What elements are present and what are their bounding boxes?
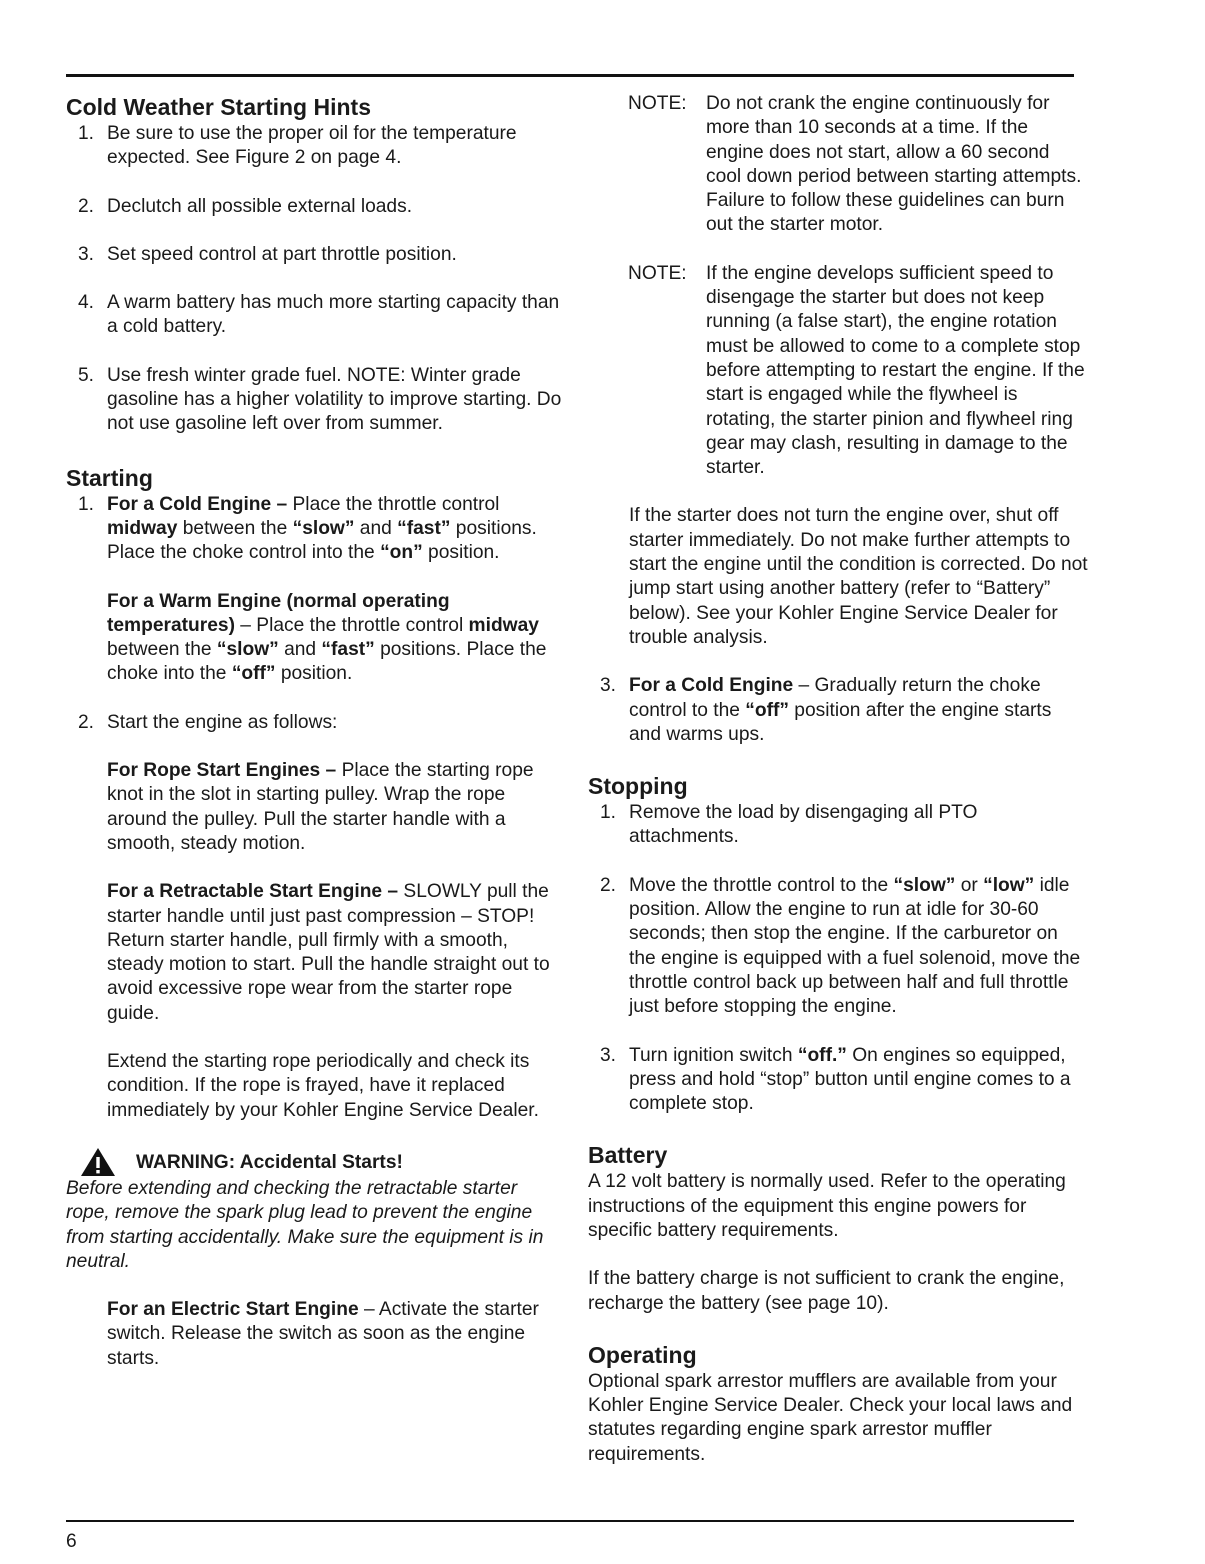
operating-paragraph: Optional spark arrestor mufflers are available from your Kohler Engine Service Dealer. Check your local laws and statutes regarding engine spark arrestor muffler requirements.: [588, 1370, 1073, 1465]
warning-heading: [66, 1147, 566, 1177]
operating-heading: Operating: [588, 1341, 697, 1368]
starting-heading: Starting: [66, 464, 153, 491]
list-item: 4. A warm battery has much more starting capacity than a cold battery.: [78, 292, 560, 338]
bottom-rule: [66, 1520, 1074, 1522]
stopping-step-2: 2. Move the throttle control to the “slow” or “low” idle position. Allow the engine to run at idle for 30-60 seconds; then stop the engine. If the carburetor on the engine is equipped with a fuel solenoid, move the throttle control back up between half and full throttle just before stopping the engine.: [600, 874, 1081, 1018]
stopping-step-1: 1. Remove the load by disengaging all PTO attachments.: [600, 802, 978, 848]
battery-heading: Battery: [588, 1142, 668, 1169]
cold-weather-heading: Cold Weather Starting Hints: [66, 94, 371, 120]
list-item: 2. Declutch all possible external loads.: [78, 195, 413, 217]
warm-engine-paragraph: For a Warm Engine (normal operating temperatures) – Place the throttle control midway between the “slow” and “fast” positions. Place the choke into the “off” position.: [107, 590, 547, 685]
stopping-heading: Stopping: [588, 773, 688, 800]
note-crank: NOTE: Do not crank the engine continuously for more than 10 seconds at a time. If the engine does not start, allow a 60 second cool down period between starting attempts. Failure to follow these guidelines can burn out the starter motor.: [628, 93, 1082, 236]
starting-step-3: 3. For a Cold Engine – Gradually return the choke control to the “off” position after the engine starts and warms ups.: [600, 675, 1052, 745]
stopping-step-3: 3. Turn ignition switch “off.” On engines so equipped, press and hold “stop” button until engine comes to a complete stop.: [600, 1044, 1071, 1115]
warning-body: Before extending and checking the retractable starter rope, remove the spark plug lead to prevent the engine from starting accidentally. Make sure the equipment is in neutral.: [66, 1177, 544, 1272]
warning-icon: [80, 1147, 116, 1177]
extend-rope-paragraph: Extend the starting rope periodically and check its condition. If the rope is frayed, have it replaced immediately by your Kohler Engine Service Dealer.: [107, 1051, 539, 1121]
warning-title: WARNING: Accidental Starts!: [136, 1151, 403, 1173]
battery-paragraph-1: A 12 volt battery is normally used. Refer to the operating instructions of the equipment this engine powers for specific battery requirements.: [588, 1171, 1066, 1241]
rope-start-paragraph: For Rope Start Engines – Place the starting rope knot in the slot in starting pulley. Wrap the rope around the pulley. Pull the starter handle with a smooth, steady motion.: [107, 760, 534, 854]
list-item: 1. Be sure to use the proper oil for the temperature expected. See Figure 2 on page 4.: [78, 123, 517, 169]
retractable-start-paragraph: For a Retractable Start Engine – SLOWLY pull the starter handle until just past compression – STOP! Return starter handle, pull firmly with a smooth, steady motion to start. Pull the handle straight out to avoid excessive rope wear from the starter rope guide.: [107, 881, 550, 1024]
list-item: 5. Use fresh winter grade fuel. NOTE: Winter grade gasoline has a higher volatility to improve starting. Do not use gasoline left over from summer.: [78, 364, 562, 435]
starting-step-1: 1. For a Cold Engine – Place the throttle control midway between the “slow” and “fast” positions. Place the choke control into the “on” position.: [78, 493, 537, 564]
top-rule: [66, 74, 1074, 77]
electric-start-paragraph: For an Electric Start Engine – Activate the starter switch. Release the switch as soon as the engine starts.: [107, 1299, 539, 1369]
battery-paragraph-2: If the battery charge is not sufficient to crank the engine, recharge the battery (see page 10).: [588, 1268, 1065, 1314]
note-false-start: NOTE: If the engine develops sufficient speed to disengage the starter but does not keep running (a false start), the engine rotation must be allowed to come to a complete stop before attempting to restart the engine. If the start is engaged while the flywheel is rotating, the starter pinion and flywheel ring gear may clash, resulting in damage to the starter.: [628, 262, 1085, 479]
page-number: 6: [66, 1531, 77, 1552]
left-column: [66, 92, 566, 1371]
list-item: 3. Set speed control at part throttle position.: [78, 243, 457, 265]
right-column: [588, 92, 1088, 1467]
starting-step-2: 2. Start the engine as follows:: [78, 711, 338, 733]
starter-fail-paragraph: If the starter does not turn the engine over, shut off starter immediately. Do not make further attempts to start the engine until the condition is corrected. Do not jump start using another battery (refer to “Battery” below). See your Kohler Engine Service Dealer for trouble analysis.: [629, 505, 1088, 648]
